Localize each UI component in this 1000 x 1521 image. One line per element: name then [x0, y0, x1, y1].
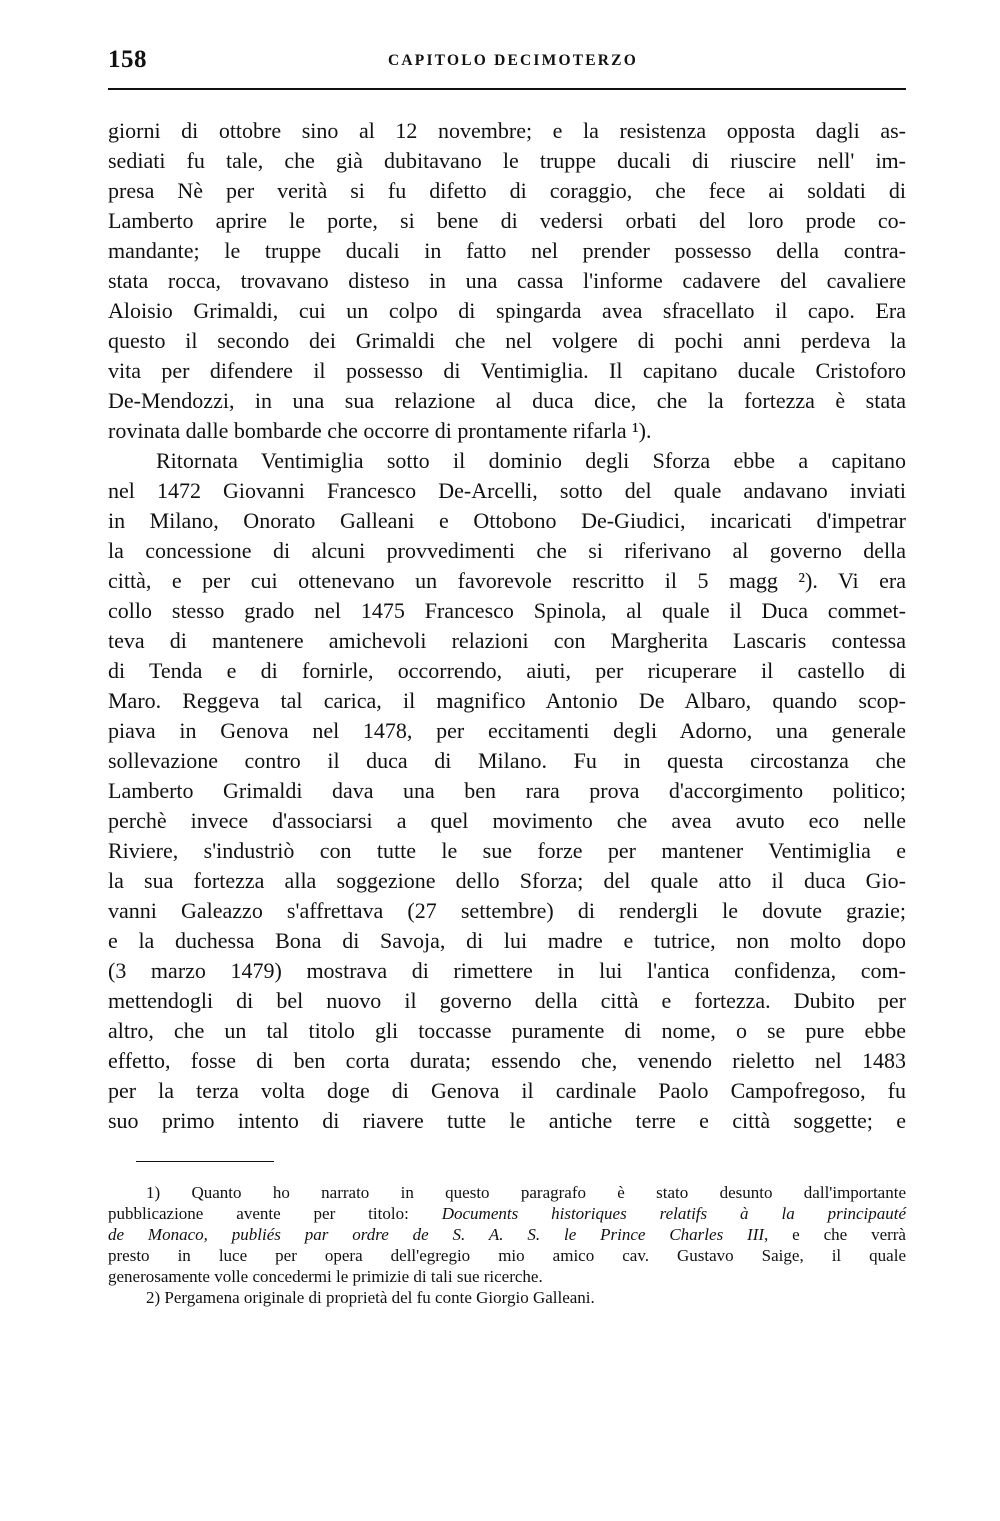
body-line: e la duchessa Bona di Savoja, di lui madre e tutrice, non molto dopo	[108, 928, 906, 953]
body-line: la sua fortezza alla soggezione dello Sforza; del quale atto il duca Gio-	[108, 868, 906, 893]
page-header	[108, 46, 906, 82]
body-line: perchè invece d'associarsi a quel movimento che avea avuto eco nelle	[108, 808, 906, 833]
footnote-1-line: 1) Quanto ho narrato in questo paragrafo è stato desunto dall'importante	[146, 1183, 906, 1202]
body-line: Lamberto aprire le porte, si bene di vedersi orbati del loro prode co-	[108, 208, 906, 233]
body-line: Riviere, s'industriò con tutte le sue forze per mantener Ventimiglia e	[108, 838, 906, 863]
body-line: effetto, fosse di ben corta durata; essendo che, venendo rieletto nel 1483	[108, 1048, 906, 1073]
body-line: Maro. Reggeva tal carica, il magnifico Antonio De Albaro, quando scop-	[108, 688, 906, 713]
body-line: città, e per cui ottenevano un favorevole rescritto il 5 magg ²). Vi era	[108, 568, 906, 593]
body-line: la concessione di alcuni provvedimenti che si riferivano al governo della	[108, 538, 906, 563]
footnote-1-title: Documents historiques relatifs à la principauté	[441, 1204, 906, 1223]
body-line: per la terza volta doge di Genova il cardinale Paolo Campofregoso, fu	[108, 1078, 906, 1103]
body-line: piava in Genova nel 1478, per eccitamenti degli Adorno, una generale	[108, 718, 906, 743]
footnote-1-text: pubblicazione avente per titolo:	[108, 1204, 442, 1223]
footnotes	[108, 1182, 906, 1308]
body-line: stata rocca, trovavano disteso in una cassa l'informe cadavere del cavaliere	[108, 268, 906, 293]
body-line: mettendogli di bel nuovo il governo della città e fortezza. Dubito per	[108, 988, 906, 1013]
body-line: vita per difendere il possesso di Ventimiglia. Il capitano ducale Cristoforo	[108, 358, 906, 383]
body-line: vanni Galeazzo s'affrettava (27 settembre) di rendergli le dovute grazie;	[108, 898, 906, 923]
body-line: (3 marzo 1479) mostrava di rimettere in lui l'antica confidenza, com-	[108, 958, 906, 983]
footnote-1-line: generosamente volle concedermi le primizie di tali sue ricerche.	[108, 1267, 543, 1286]
footnote-rule	[136, 1161, 274, 1162]
body-line: giorni di ottobre sino al 12 novembre; e la resistenza opposta dagli as-	[108, 118, 906, 143]
body-line-paragraph-start: Ritornata Ventimiglia sotto il dominio degli Sforza ebbe a capitano	[156, 448, 906, 473]
footnote-1-line: presto in luce per opera dell'egregio mio amico cav. Gustavo Saige, il quale	[108, 1246, 906, 1265]
body-line: presa Nè per verità si fu difetto di coraggio, che fece ai soldati di	[108, 178, 906, 203]
body-line: suo primo intento di riavere tutte le antiche terre e città soggette; e	[108, 1108, 906, 1133]
body-line: nel 1472 Giovanni Francesco De-Arcelli, sotto del quale andavano inviati	[108, 478, 906, 503]
footnote-1-line	[108, 1224, 906, 1245]
running-head: CAPITOLO DECIMOTERZO	[388, 52, 638, 69]
body-line: teva di mantenere amichevoli relazioni con Margherita Lascaris contessa	[108, 628, 906, 653]
body-line: mandante; le truppe ducali in fatto nel prender possesso della contra-	[108, 238, 906, 263]
body-line: Lamberto Grimaldi dava una ben rara prova d'accorgimento politico;	[108, 778, 906, 803]
body-line: questo il secondo dei Grimaldi che nel volgere di pochi anni perdeva la	[108, 328, 906, 353]
body-line: sollevazione contro il duca di Milano. Fu in questa circostanza che	[108, 748, 906, 773]
header-rule	[108, 88, 906, 90]
body-line: collo stesso grado nel 1475 Francesco Spinola, al quale il Duca commet-	[108, 598, 906, 623]
footnote-1-title: de Monaco, publiés par ordre de S. A. S. le Prince Charles III	[108, 1225, 765, 1244]
footnote-1-text: , e che verrà	[764, 1225, 906, 1244]
body-line: di Tenda e di fornirle, occorrendo, aiuti, per ricuperare il castello di	[108, 658, 906, 683]
body-line: De-Mendozzi, in una sua relazione al duca dice, che la fortezza è stata	[108, 388, 906, 413]
body-text	[108, 116, 906, 1136]
page-number: 158	[108, 46, 147, 73]
body-line: altro, che un tal titolo gli toccasse puramente di nome, o se pure ebbe	[108, 1018, 906, 1043]
body-line: sediati fu tale, che già dubitavano le truppe ducali di riuscire nell' im-	[108, 148, 906, 173]
footnote-2-line: 2) Pergamena originale di proprietà del fu conte Giorgio Galleani.	[146, 1288, 595, 1307]
body-line-paragraph-end: rovinata dalle bombarde che occorre di prontamente rifarla ¹).	[108, 418, 652, 443]
body-line: in Milano, Onorato Galleani e Ottobono De-Giudici, incaricati d'impetrar	[108, 508, 906, 533]
body-line: Aloisio Grimaldi, cui un colpo di spingarda avea sfracellato il capo. Era	[108, 298, 906, 323]
footnote-1-line	[108, 1203, 906, 1224]
